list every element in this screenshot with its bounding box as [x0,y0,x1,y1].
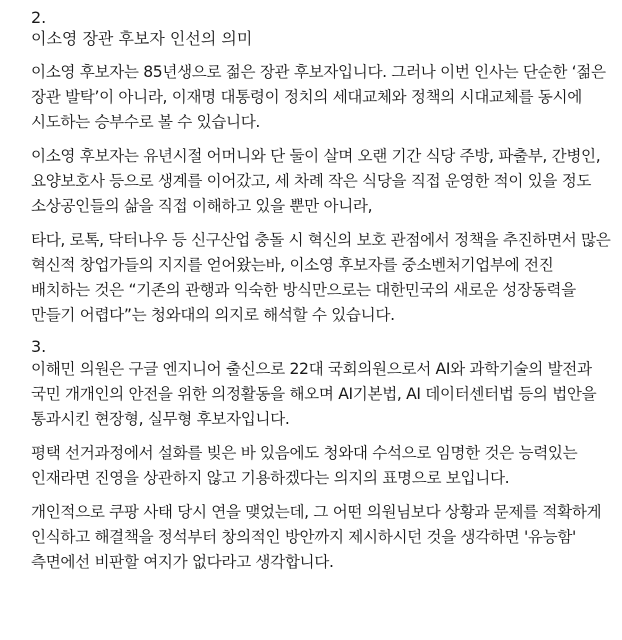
section-number: 3. [31,337,47,356]
paragraph: 이소영 후보자는 유년시절 어머니와 단 둘이 살며 오랜 기간 식당 주방, 파출부, 간병인, 요양보호사 등으로 생계를 이어갔고, 세 차례 작은 식당을 직접 운영한 적이 있을 정도 소상공인들의 삶을 직접 이해하고 있을 뿐만 아니라, [31,147,601,215]
paragraph: 타다, 로톡, 닥터나우 등 신구산업 충돌 시 혁신의 보호 관점에서 정책을 추진하면서 많은 혁신적 창업가들의 지지를 얻어왔는바, 이소영 후보자를 중소벤처기업부에 전진 배치하는 것은 “기존의 관행과 익숙한 방식만으로는 대한민국의 새로운 성장동력을 만들기 어렵다”는 청와대의 의지로 해석할 수 있습니다. [31,231,611,324]
section-3 [31,337,611,575]
section-heading: 이소영 장관 후보자 인선의 의미 [31,29,253,48]
paragraph: 평택 선거과정에서 설화를 빚은 바 있음에도 청와대 수석으로 임명한 것은 능력있는 인재라면 진영을 상관하지 않고 기용하겠다는 의지의 표명으로 보입니다. [31,444,578,487]
section-2 [31,8,611,328]
document-body [31,8,611,584]
paragraph: 개인적으로 쿠팡 사태 당시 연을 맺었는데, 그 어떤 의원님보다 상황과 문제를 적확하게 인식하고 해결책을 정석부터 창의적인 방안까지 제시하시던 것을 생각하면 '유능함' 측면에선 비판할 여지가 없다라고 생각합니다. [31,503,602,571]
paragraph: 이소영 후보자는 85년생으로 젊은 장관 후보자입니다. 그러나 이번 인사는 단순한 ‘젊은 장관 발탁’이 아니라, 이재명 대통령이 정치의 세대교체와 정책의 시대교체를 동시에 시도하는 승부수로 볼 수 있습니다. [31,63,606,131]
paragraph: 이해민 의원은 구글 엔지니어 출신으로 22대 국회의원으로서 AI와 과학기술의 발전과 국민 개개인의 안전을 위한 의정활동을 해오며 AI기본법, AI 데이터센터법 등의 법안을 통과시킨 현장형, 실무형 후보자입니다. [31,360,597,428]
section-number: 2. [31,8,47,27]
